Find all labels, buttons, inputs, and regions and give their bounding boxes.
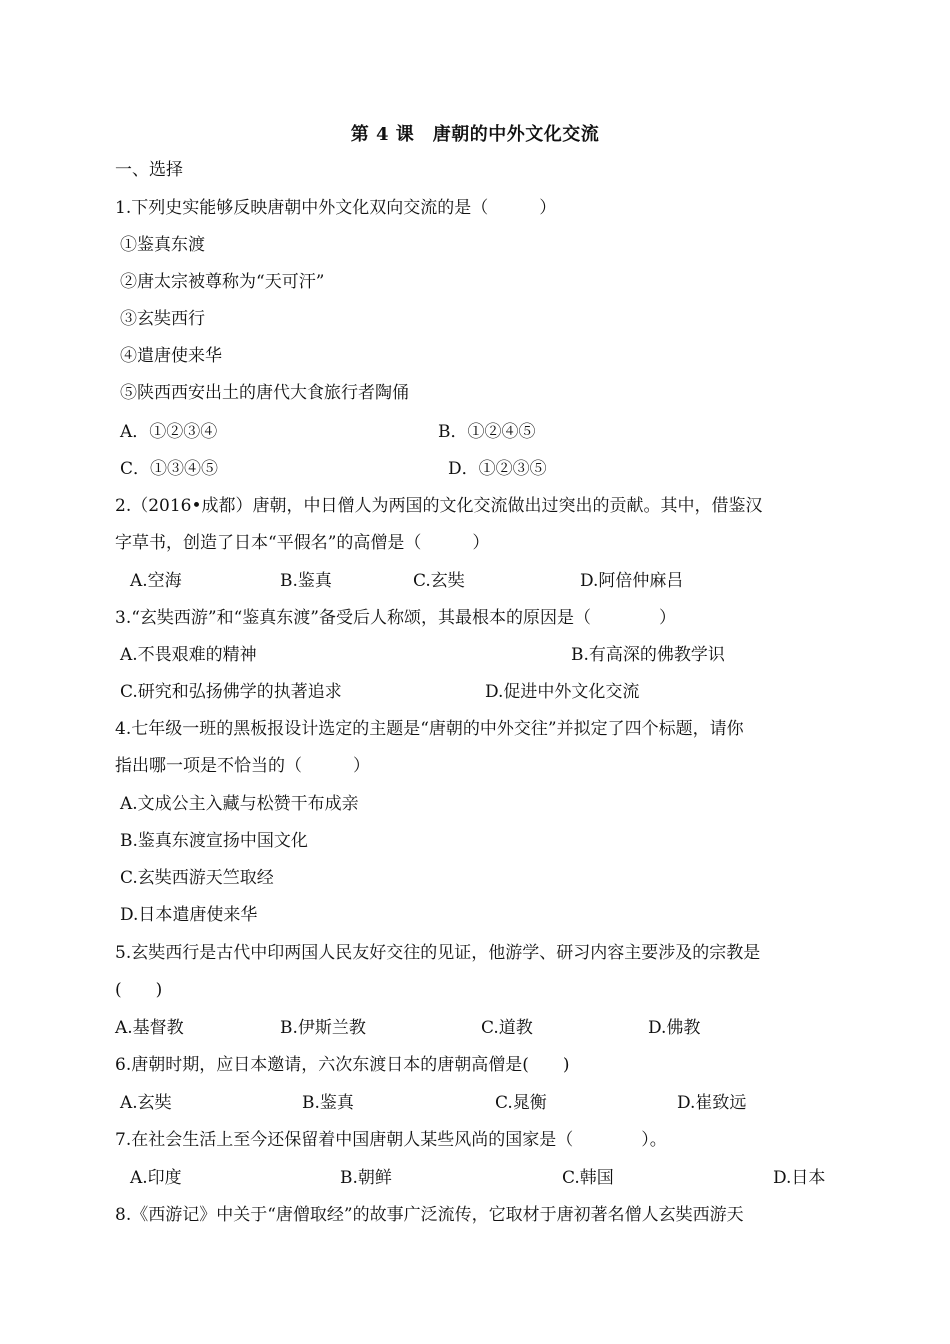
q3-stem: 3.“玄奘西游”和“鉴真东渡”备受后人称颂，其最根本的原因是（ ） xyxy=(115,608,676,628)
lesson-title: 第 4 课 唐朝的中外文化交流 xyxy=(350,124,600,145)
q1-item-5: ⑤陕西西安出土的唐代大食旅行者陶俑 xyxy=(120,383,409,403)
q1-option-c: C．①③④⑤ xyxy=(120,459,219,479)
q7-option-c: C.韩国 xyxy=(562,1168,614,1188)
q6-stem: 6.唐朝时期，应日本邀请，六次东渡日本的唐朝高僧是( ) xyxy=(115,1055,570,1075)
q5-stem-line1: 5.玄奘西行是古代中印两国人民友好交往的见证，他游学、研习内容主要涉及的宗教是 xyxy=(115,943,761,963)
q6-option-a: A.玄奘 xyxy=(120,1093,172,1113)
q2-stem-line2: 字草书，创造了日本“平假名”的高僧是（ ） xyxy=(115,533,490,553)
q1-option-b: B．①②④⑤ xyxy=(438,422,536,442)
q7-option-a: A.印度 xyxy=(130,1168,182,1188)
q1-option-a: A．①②③④ xyxy=(120,422,218,442)
q4-option-d: D.日本遣唐使来华 xyxy=(120,905,258,925)
q5-option-a: A.基督教 xyxy=(115,1018,184,1038)
q3-option-b: B.有高深的佛教学识 xyxy=(571,645,725,665)
q5-stem-line2: ( ) xyxy=(115,980,163,1000)
q1-item-1: ①鉴真东渡 xyxy=(120,235,205,255)
q1-stem: 1.下列史实能够反映唐朝中外文化双向交流的是（ ） xyxy=(115,198,557,218)
section-heading: 一、选择 xyxy=(115,160,183,180)
q1-option-d: D．①②③⑤ xyxy=(448,459,547,479)
q4-option-b: B.鉴真东渡宣扬中国文化 xyxy=(120,831,308,851)
q7-stem: 7.在社会生活上至今还保留着中国唐朝人某些风尚的国家是（ ）。 xyxy=(115,1130,667,1150)
q3-option-c: C.研究和弘扬佛学的执著追求 xyxy=(120,682,342,702)
q2-option-b: B.鉴真 xyxy=(280,571,332,591)
q1-item-3: ③玄奘西行 xyxy=(120,309,205,329)
q2-option-c: C.玄奘 xyxy=(413,571,465,591)
q6-option-c: C.晁衡 xyxy=(495,1093,547,1113)
q7-option-b: B.朝鲜 xyxy=(340,1168,392,1188)
q1-item-4: ④遣唐使来华 xyxy=(120,346,222,366)
q4-stem-line2: 指出哪一项是不恰当的（ ） xyxy=(115,756,370,776)
q2-option-d: D.阿倍仲麻吕 xyxy=(580,571,684,591)
q2-stem-line1: 2.（2016•成都）唐朝，中日僧人为两国的文化交流做出过突出的贡献。其中，借鉴汉 xyxy=(115,496,763,516)
q6-option-d: D.崔致远 xyxy=(677,1093,747,1113)
q4-stem-line1: 4.七年级一班的黑板报设计选定的主题是“唐朝的中外交往”并拟定了四个标题，请你 xyxy=(115,719,744,739)
q8-stem-line1: 8.《西游记》中关于“唐僧取经”的故事广泛流传，它取材于唐初著名僧人玄奘西游天 xyxy=(115,1205,744,1225)
q4-option-c: C.玄奘西游天竺取经 xyxy=(120,868,274,888)
q4-option-a: A.文成公主入藏与松赞干布成亲 xyxy=(120,794,359,814)
q2-option-a: A.空海 xyxy=(130,571,182,591)
q3-option-a: A.不畏艰难的精神 xyxy=(120,645,257,665)
q6-option-b: B.鉴真 xyxy=(302,1093,354,1113)
q5-option-b: B.伊斯兰教 xyxy=(280,1018,366,1038)
q5-option-c: C.道教 xyxy=(481,1018,533,1038)
q7-option-d: D.日本 xyxy=(773,1168,826,1188)
q1-item-2: ②唐太宗被尊称为“天可汗” xyxy=(120,272,325,292)
q5-option-d: D.佛教 xyxy=(648,1018,701,1038)
q3-option-d: D.促进中外文化交流 xyxy=(485,682,640,702)
